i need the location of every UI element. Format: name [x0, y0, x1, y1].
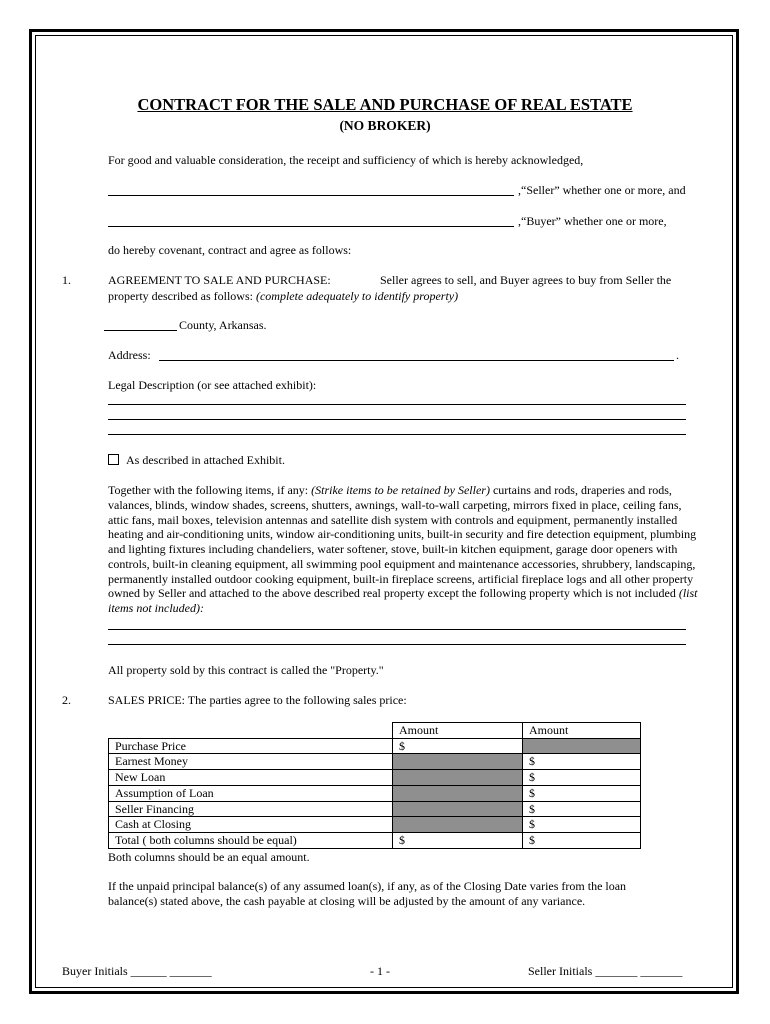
total-amount-2[interactable]: $	[523, 832, 641, 848]
new-loan-amount[interactable]: $	[523, 770, 641, 786]
section-2-heading: SALES PRICE: The parties agree to the following sales price:	[108, 693, 407, 707]
shaded-cell	[393, 754, 523, 770]
address-end: .	[676, 348, 679, 362]
seller-initials: Seller Initials _______ _______	[528, 964, 683, 978]
shaded-cell	[393, 817, 523, 833]
buyer-name-line[interactable]	[108, 226, 514, 227]
seller-financing-amount[interactable]: $	[523, 801, 641, 817]
legal-description-line-2[interactable]	[108, 419, 686, 420]
included-items-paragraph	[108, 483, 698, 616]
section-1-line2	[108, 289, 458, 304]
shaded-cell	[393, 801, 523, 817]
county-label: County, Arkansas.	[179, 318, 267, 332]
row-label: Assumption of Loan	[109, 785, 393, 801]
table-row	[109, 832, 641, 848]
table-row	[109, 785, 641, 801]
buyer-label: ,“Buyer” whether one or more,	[518, 214, 667, 228]
seller-name-line[interactable]	[108, 195, 514, 196]
items-text: curtains and rods, draperies and rods, valances, blinds, window shades, screens, shutters, awnings, wall-to-wall carpeting, mirrors fixed in place, ceiling fans, attic fans, mail boxes, television antennas and satellite dish system with controls and equipment, permanently installed heating and air-conditioning units, window air-conditioning units, built-in security and fire detection equipment, plumbing and lighting fixtures including chandeliers, water softener, stove, built-in kitchen equipment, garage door openers with controls, built-in cleaning equipment, all swimming pool equipment and maintenance accessories, shrubbery, landscaping, permanently installed outdoor cooking equipment, built-in fireplace screens, artificial fireplace logs and all other property owned by Seller and attached to the above described real property except the following property which is not included	[108, 483, 697, 601]
row-label: Earnest Money	[109, 754, 393, 770]
address-line[interactable]	[159, 360, 674, 361]
row-label: Purchase Price	[109, 738, 393, 754]
property-definition: All property sold by this contract is called the "Property."	[108, 663, 384, 677]
exhibit-label: As described in attached Exhibit.	[126, 453, 285, 467]
assumption-of-loan-amount[interactable]: $	[523, 785, 641, 801]
purchase-price-amount[interactable]: $	[393, 738, 523, 754]
section-2-number: 2.	[62, 693, 71, 707]
cash-at-closing-amount[interactable]: $	[523, 817, 641, 833]
sales-price-table	[108, 722, 641, 849]
table-row	[109, 817, 641, 833]
table-header-amount-1: Amount	[393, 723, 523, 739]
variance-paragraph: If the unpaid principal balance(s) of any assumed loan(s), if any, as of the Closing Date varies from the loan balance(s) stated above, the cash payable at closing will be adjusted by the amount of any variance.	[108, 879, 627, 908]
legal-description-line-3[interactable]	[108, 434, 686, 435]
table-header-row	[109, 723, 641, 739]
section-1-number: 1.	[62, 273, 71, 287]
table-row	[109, 738, 641, 754]
section-1-heading: AGREEMENT TO SALE AND PURCHASE:	[108, 273, 331, 287]
seller-label: ,“Seller” whether one or more, and	[518, 183, 686, 197]
buyer-initials: Buyer Initials ______ _______	[62, 964, 212, 978]
excluded-items-line-2[interactable]	[108, 644, 686, 645]
table-row	[109, 770, 641, 786]
consideration-text: For good and valuable consideration, the receipt and sufficiency of which is hereby acknowledged,	[108, 153, 584, 167]
section-1-heading-text: Seller agrees to sell, and Buyer agrees to buy from Seller the	[380, 273, 672, 287]
shaded-cell	[393, 770, 523, 786]
document-subtitle: (NO BROKER)	[339, 118, 431, 133]
county-line[interactable]	[104, 330, 177, 331]
document-title: CONTRACT FOR THE SALE AND PURCHASE OF REAL ESTATE	[137, 95, 633, 114]
exhibit-checkbox[interactable]	[108, 454, 119, 465]
table-row	[109, 754, 641, 770]
table-row	[109, 801, 641, 817]
items-italic: (Strike items to be retained by Seller)	[311, 483, 490, 497]
excluded-items-line-1[interactable]	[108, 629, 686, 630]
table-header-amount-2: Amount	[523, 723, 641, 739]
section-1-line2-plain: property described as follows:	[108, 289, 256, 303]
row-label: New Loan	[109, 770, 393, 786]
shaded-cell	[523, 738, 641, 754]
legal-description-label: Legal Description (or see attached exhibit):	[108, 378, 317, 392]
covenant-text: do hereby covenant, contract and agree as follows:	[108, 243, 352, 257]
row-label: Total ( both columns should be equal)	[109, 832, 393, 848]
row-label: Seller Financing	[109, 801, 393, 817]
page-number: - 1 -	[370, 964, 390, 978]
row-label: Cash at Closing	[109, 817, 393, 833]
shaded-cell	[393, 785, 523, 801]
items-intro: Together with the following items, if any:	[108, 483, 312, 497]
equal-columns-note: Both columns should be an equal amount.	[108, 850, 310, 864]
earnest-money-amount[interactable]: $	[523, 754, 641, 770]
section-1-line2-italic: (complete adequately to identify property)	[255, 289, 459, 303]
table-header-blank	[109, 723, 393, 739]
total-amount-1[interactable]: $	[393, 832, 523, 848]
address-label: Address:	[108, 348, 151, 362]
items-italic-end: (list items not included):	[108, 586, 698, 615]
legal-description-line-1[interactable]	[108, 404, 686, 405]
